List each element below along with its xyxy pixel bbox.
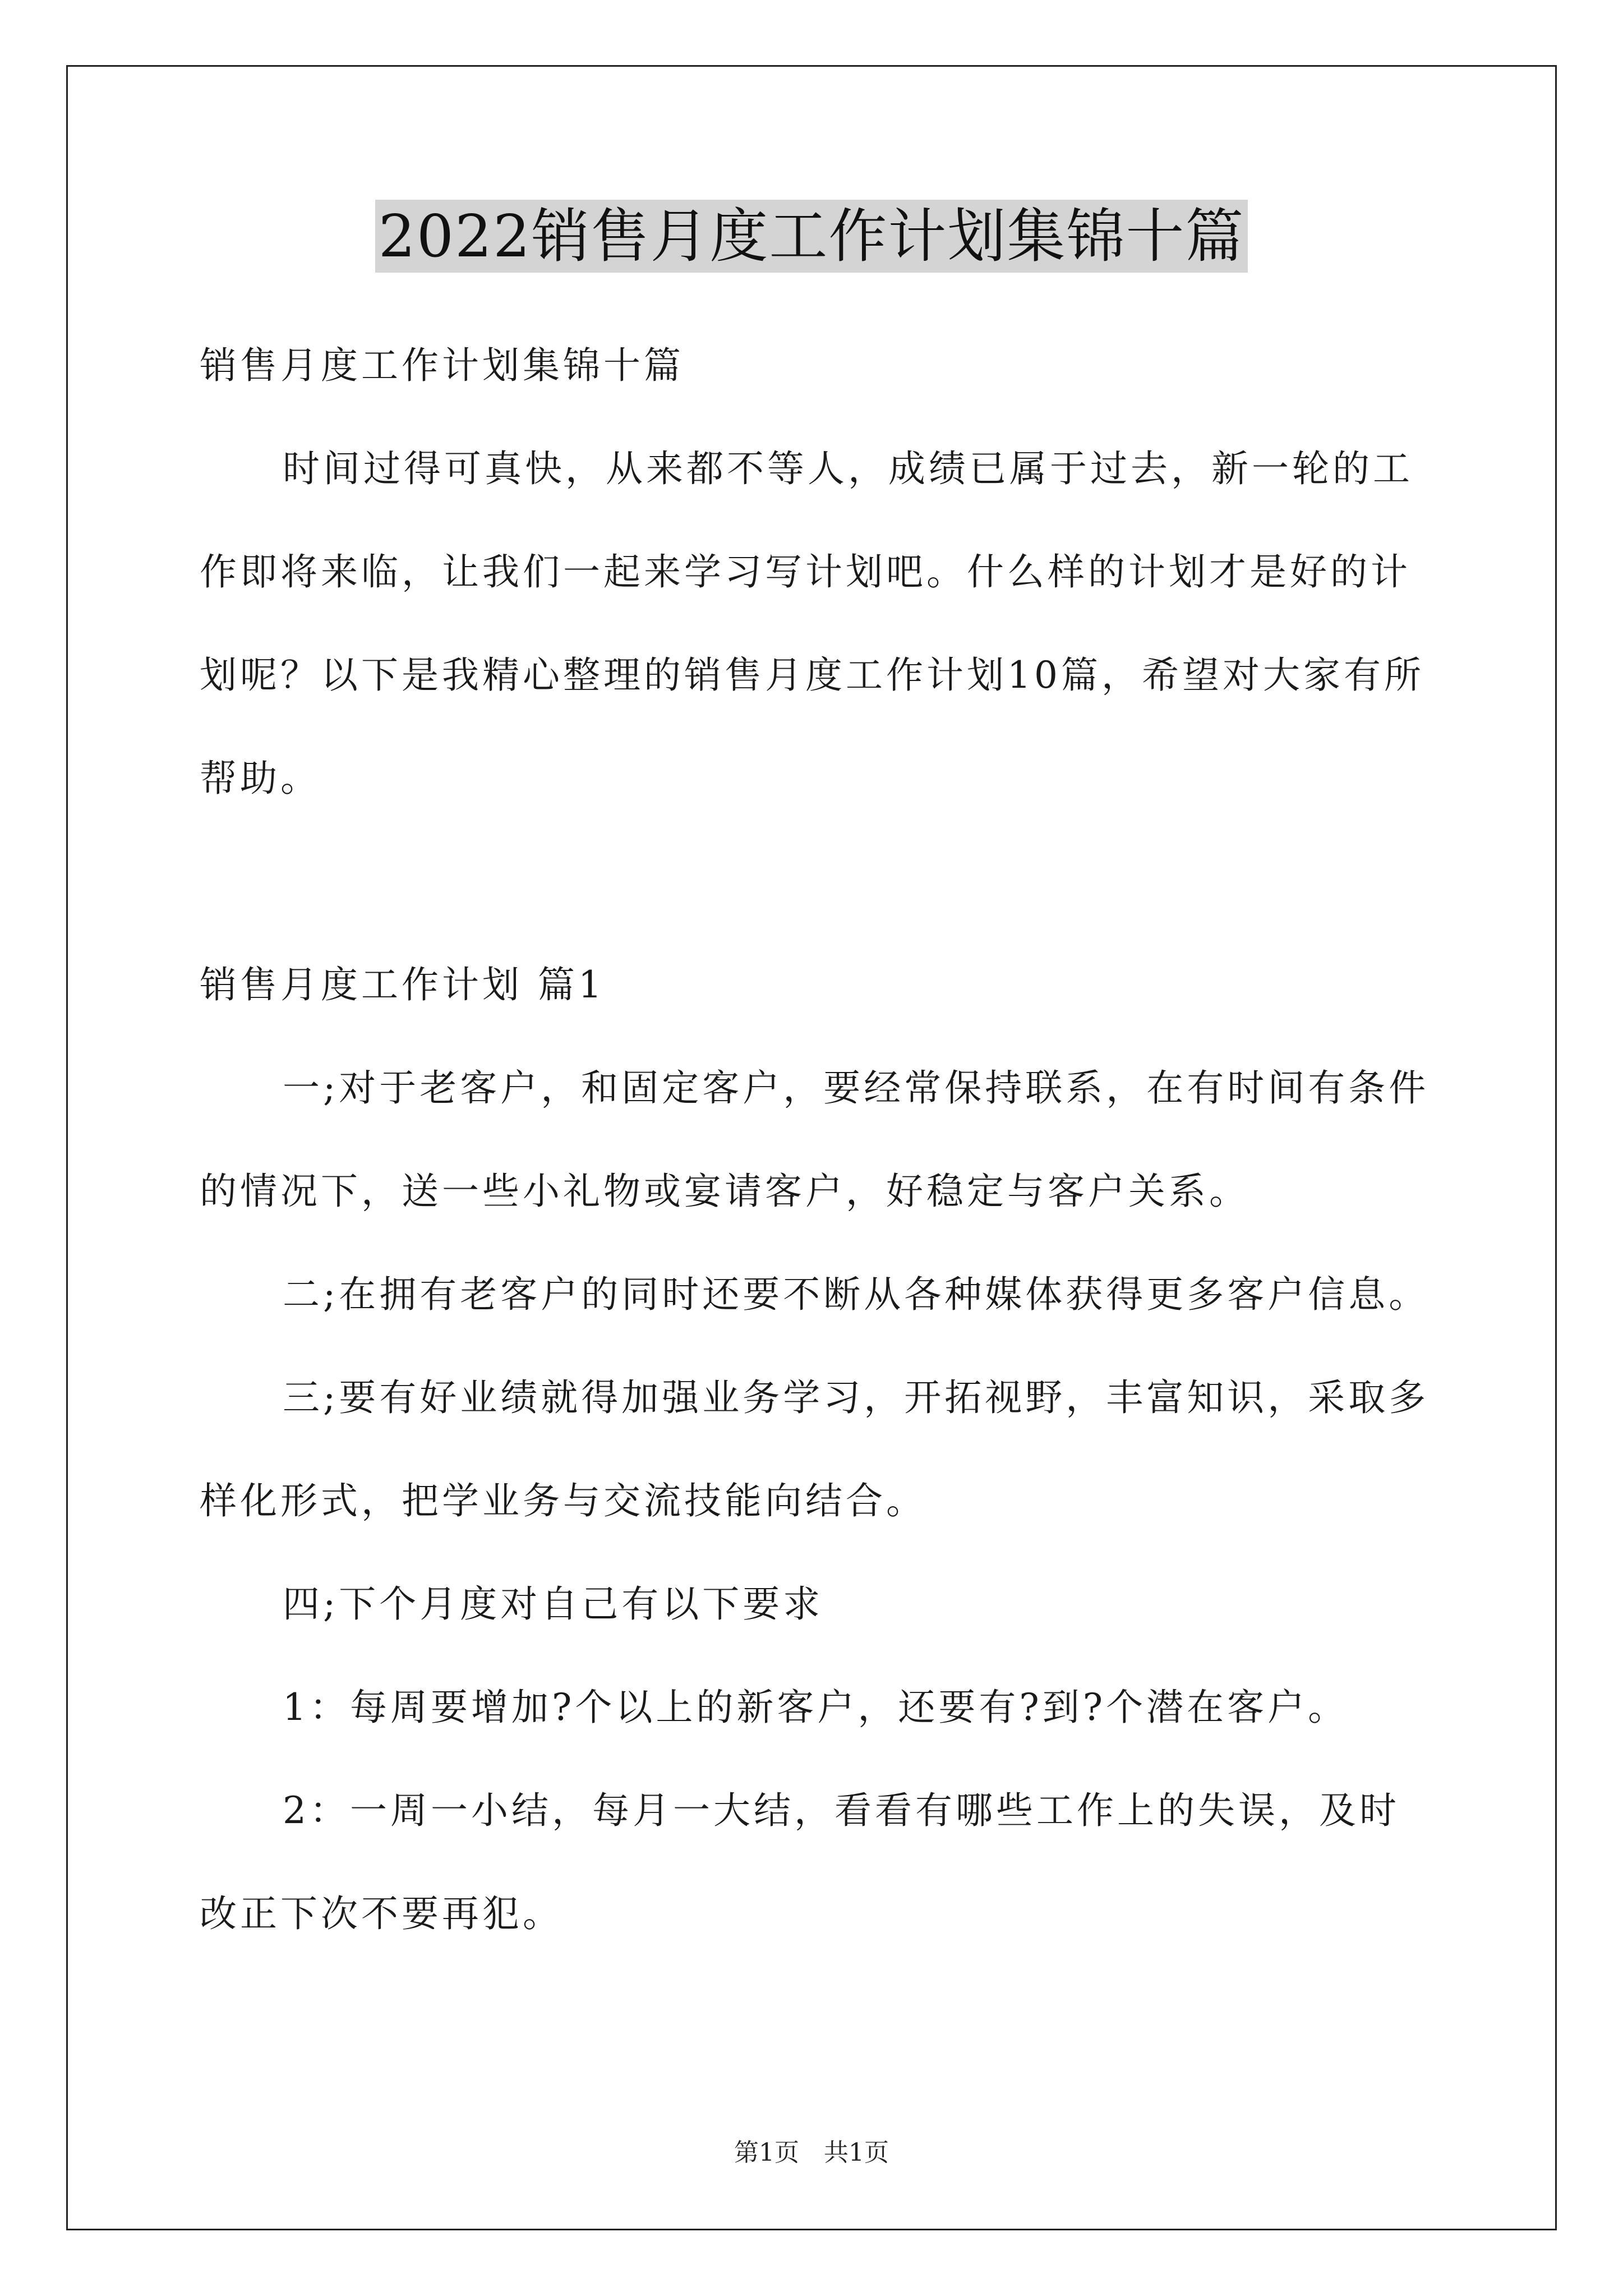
document-title: 2022销售月度工作计划集锦十篇 <box>375 200 1248 273</box>
body-paragraph: 四;下个月度对自己有以下要求 <box>283 1582 824 1626</box>
section-heading: 销售月度工作计划 篇1 <box>200 963 605 1006</box>
body-paragraph: 一;对于老客户，和固定客户，要经常保持联系，在有时间有条件的情况下，送一些小礼物或宴请客户，好稳定与客户关系。 <box>200 1066 1430 1213</box>
body-paragraph: 2：一周一小结，每月一大结，看看有哪些工作上的失误，及时改正下次不要再犯。 <box>200 1789 1400 1935</box>
document-body <box>200 314 1433 1966</box>
body-paragraph: 1：每周要增加?个以上的新客户，还要有?到?个潜在客户。 <box>283 1686 1349 1729</box>
body-paragraph: 三;要有好业绩就得加强业务学习，开拓视野，丰富知识，采取多样化形式，把学业务与交流技能向结合。 <box>200 1376 1430 1522</box>
body-paragraph: 二;在拥有老客户的同时还要不断从各种媒体获得更多客户信息。 <box>283 1273 1430 1316</box>
subtitle-paragraph: 销售月度工作计划集锦十篇 <box>200 344 684 387</box>
page-footer: 第1页 共1页 <box>734 2138 889 2167</box>
title-container <box>0 200 1623 273</box>
intro-paragraph: 时间过得可真快，从来都不等人，成绩已属于过去，新一轮的工作即将来临，让我们一起来学习写计划吧。什么样的计划才是好的计划呢？以下是我精心整理的销售月度工作计划10篇，希望对大家有所帮助。 <box>200 447 1424 800</box>
